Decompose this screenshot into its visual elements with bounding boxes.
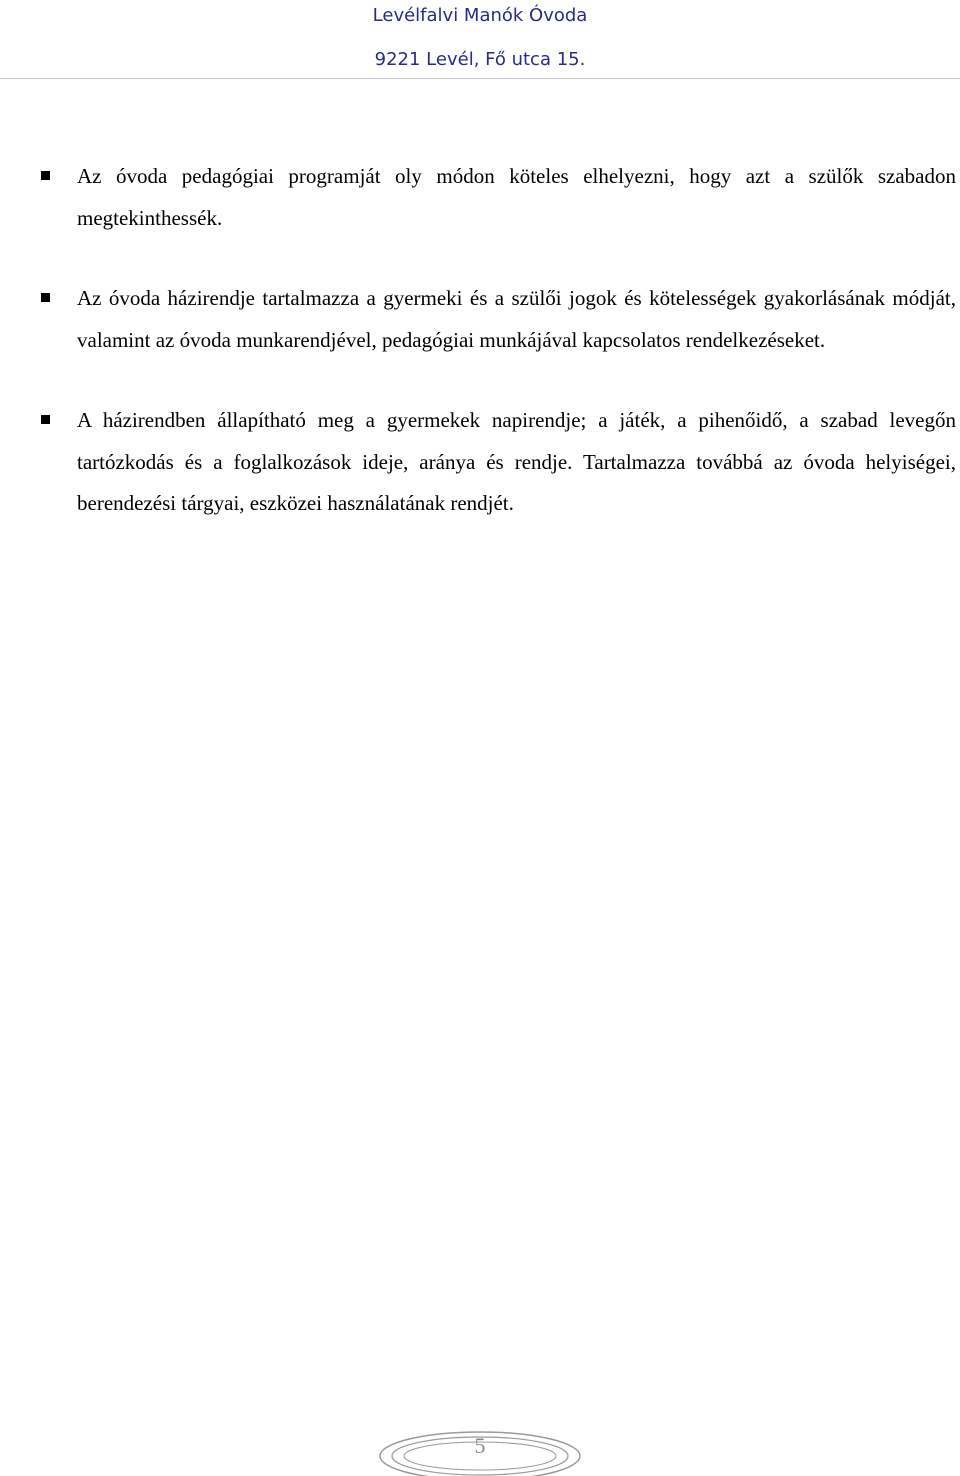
list-item (0, 156, 960, 239)
list-item (0, 278, 960, 361)
square-bullet-icon (41, 415, 50, 424)
list-item-text: A házirendben állapítható meg a gyermekek napirendje; a játék, a pihenőidő, a szabad levegőn tartózkodás és a foglalkozások ideje, aránya és rendje. Tartalmazza továbbá az óvoda helyiségei, berendezési tárgyai, eszközei használatának rendjét. (77, 408, 956, 515)
header-address: 9221 Levél, Fő utca 15. (374, 49, 586, 70)
header-title: Levélfalvi Manók Óvoda (372, 5, 588, 26)
page-number: 5 (474, 1433, 486, 1458)
list-item-text: Az óvoda pedagógiai programját oly módon köteles elhelyezni, hogy azt a szülők szabadon megtekinthessék. (77, 164, 956, 230)
list-item-text: Az óvoda házirendje tartalmazza a gyermeki és a szülői jogok és kötelességek gyakorlásának módját, valamint az óvoda munkarendjével, pedagógiai munkájával kapcsolatos rendelkezéseket. (77, 286, 956, 352)
list-item (0, 400, 960, 525)
header-divider (0, 78, 960, 79)
square-bullet-icon (41, 293, 50, 302)
square-bullet-icon (41, 171, 50, 180)
page-number-footer (376, 1416, 584, 1476)
bullet-list (0, 156, 960, 564)
